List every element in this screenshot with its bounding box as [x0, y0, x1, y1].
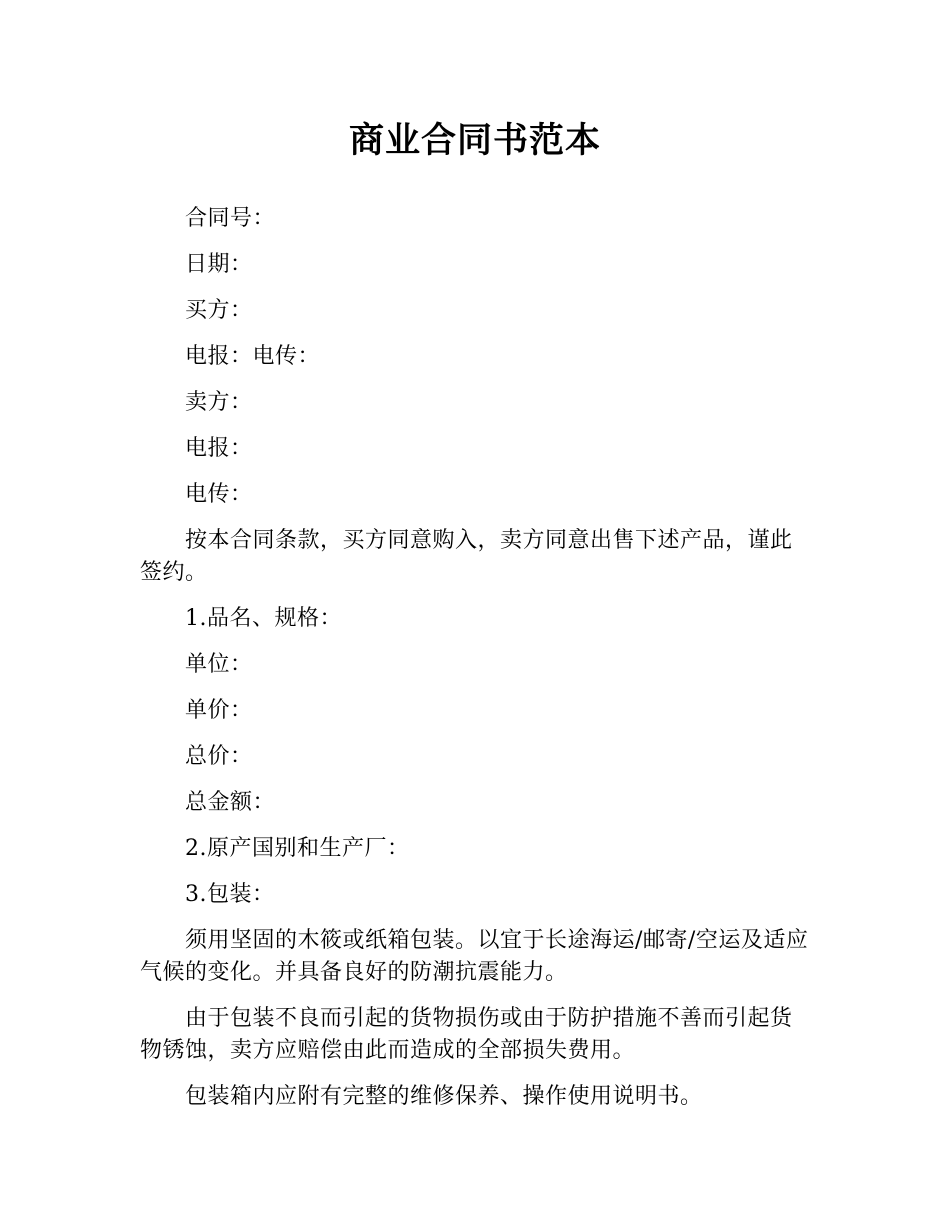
total-price-line: 总价：	[185, 744, 253, 769]
packing-requirement-paragraph: 须用坚固的木筱或纸箱包装。以宜于长途海运/邮寄/空运及适应气候的变化。并具备良好的防潮抗震能力。	[140, 928, 809, 985]
unit-line: 单位：	[185, 652, 253, 677]
item-name-spec-line: 1.品名、规格：	[185, 606, 342, 631]
date-line: 日期：	[185, 252, 253, 277]
origin-manufacturer-line: 2.原产国别和生产厂：	[185, 836, 410, 861]
packing-manual-paragraph: 包装箱内应附有完整的维修保养、操作使用说明书。	[185, 1084, 703, 1109]
buyer-telegram-telex-line: 电报：电传：	[185, 344, 321, 369]
document-body	[140, 203, 810, 1127]
buyer-line: 买方：	[185, 298, 253, 323]
packing-heading: 3.包装：	[185, 882, 275, 907]
total-amount-line: 总金额：	[185, 790, 276, 815]
contract-number-line: 合同号：	[185, 206, 276, 231]
seller-telegram-line: 电报：	[185, 436, 253, 461]
packing-liability-paragraph: 由于包装不良而引起的货物损伤或由于防护措施不善而引起货物锈蚀，卖方应赔偿由此而造成的全部损失费用。	[140, 1006, 793, 1063]
unit-price-line: 单价：	[185, 698, 253, 723]
seller-line: 卖方：	[185, 390, 253, 415]
document-title: 商业合同书范本	[348, 121, 601, 161]
agreement-paragraph: 按本合同条款，买方同意购入，卖方同意出售下述产品，谨此签约。	[140, 528, 793, 585]
seller-telex-line: 电传：	[185, 482, 253, 507]
